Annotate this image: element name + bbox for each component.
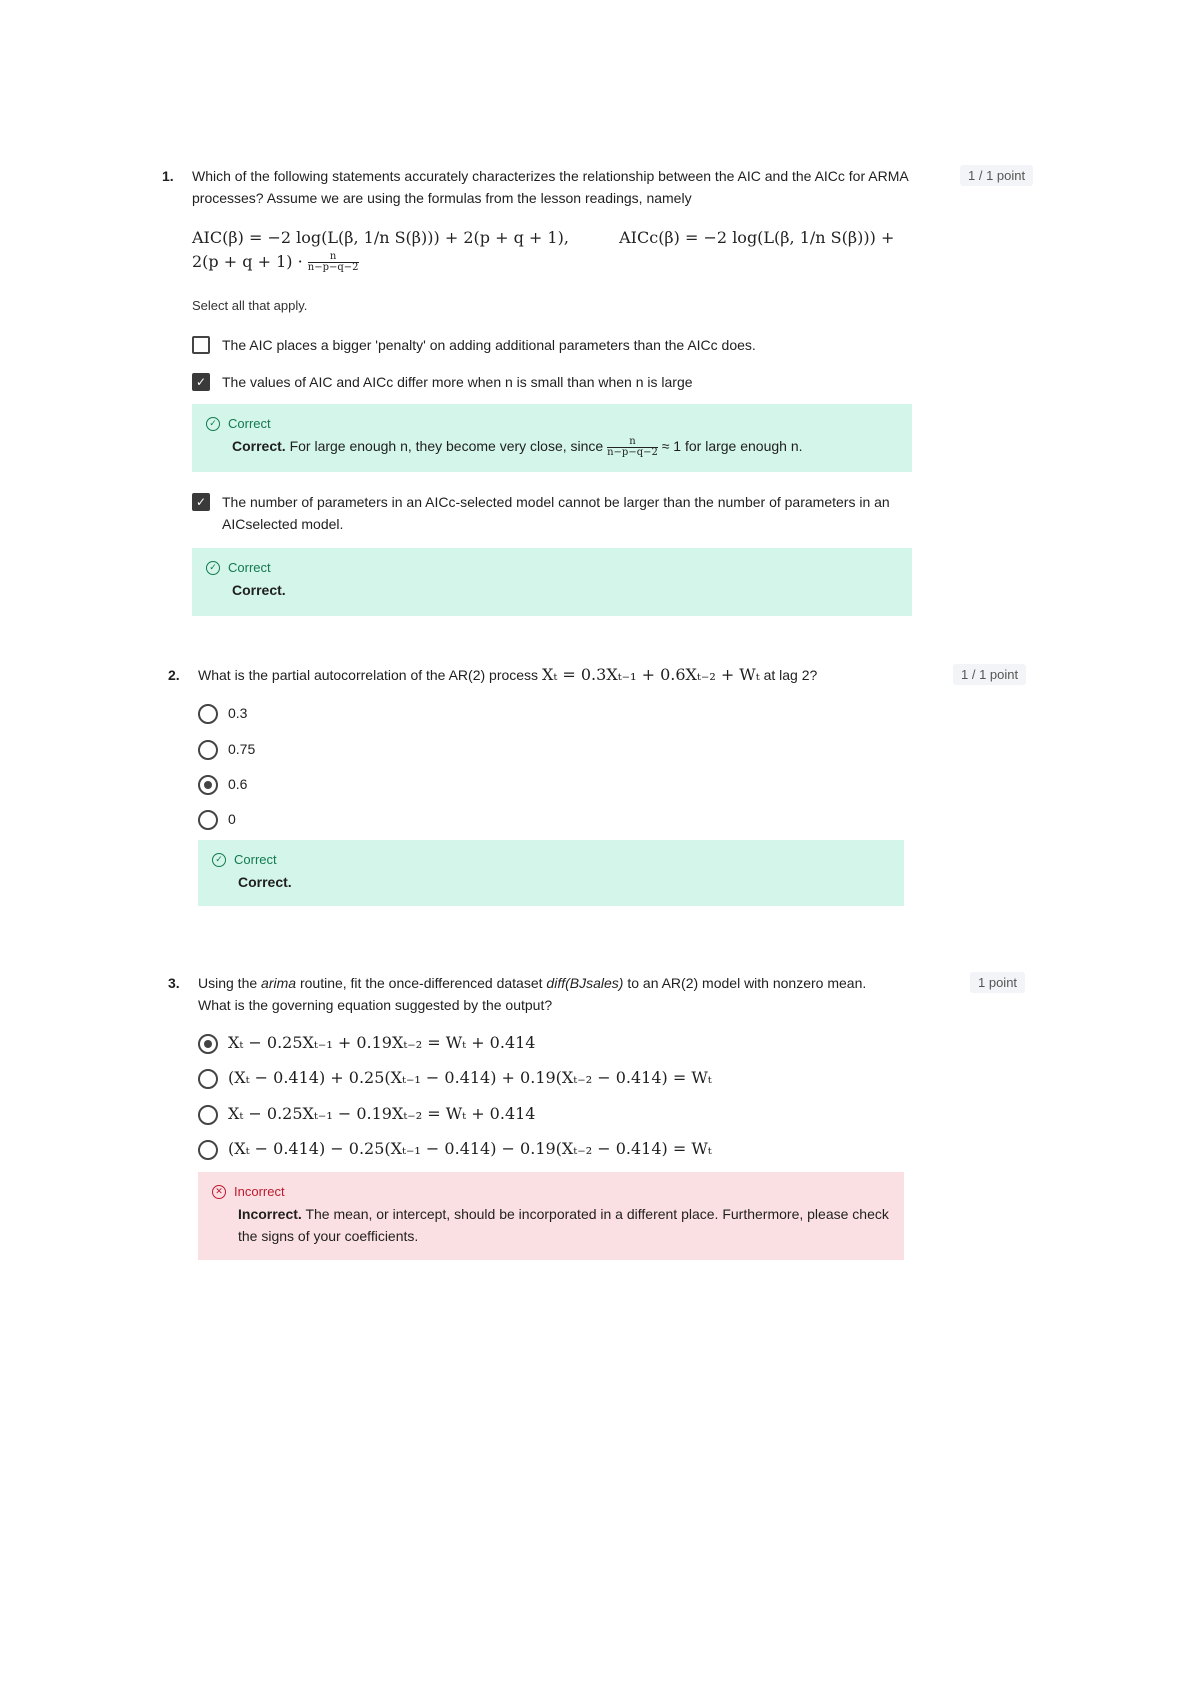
option-3[interactable] xyxy=(192,491,892,535)
question-number: 3. xyxy=(168,975,180,991)
radio-button[interactable] xyxy=(198,1140,218,1160)
formula-line-1 xyxy=(192,228,894,247)
question-text-prefix: Using the xyxy=(198,975,258,991)
radio-button[interactable] xyxy=(198,810,218,830)
option-1[interactable] xyxy=(198,702,247,724)
fraction-numerator: n xyxy=(607,437,658,448)
feedback-body xyxy=(206,579,898,601)
option-1[interactable] xyxy=(192,334,912,356)
fraction-denominator: n−p−q−2 xyxy=(307,262,359,273)
option-3[interactable] xyxy=(198,1103,535,1125)
feedback-body xyxy=(206,435,898,458)
check-circle-icon: ✓ xyxy=(206,417,220,431)
radio-button-selected[interactable] xyxy=(198,775,218,795)
feedback-incorrect xyxy=(198,1172,904,1260)
option-label: Xₜ − 0.25Xₜ₋₁ + 0.19Xₜ₋₂ = Wₜ + 0.414 xyxy=(228,1033,536,1052)
feedback-text-before: For large enough n, they become very close, since xyxy=(285,438,604,454)
radio-button-selected[interactable] xyxy=(198,1034,218,1054)
feedback-bold: Incorrect. xyxy=(238,1206,302,1222)
checkbox-checked[interactable] xyxy=(192,493,210,511)
feedback-header xyxy=(206,416,898,431)
aicc-lhs: AICc(β) = xyxy=(619,228,699,247)
option-4[interactable] xyxy=(198,808,236,830)
question-number: 1. xyxy=(162,168,174,184)
checkbox[interactable] xyxy=(192,336,210,354)
option-label: (Xₜ − 0.414) − 0.25(Xₜ₋₁ − 0.414) − 0.19(Xₜ₋₂ − 0.414) = Wₜ xyxy=(228,1139,712,1158)
points-badge: 1 / 1 point xyxy=(960,165,1033,186)
feedback-status: Correct xyxy=(234,852,277,867)
check-circle-icon: ✓ xyxy=(206,561,220,575)
feedback-status: Correct xyxy=(228,416,271,431)
option-label: The values of AIC and AICc differ more when n is small than when n is large xyxy=(222,374,693,390)
question-text-before: What is the partial autocorrelation of the AR(2) process xyxy=(198,667,539,683)
radio-button[interactable] xyxy=(198,1105,218,1125)
aic-lhs: AIC(β) = xyxy=(192,228,263,247)
option-3[interactable] xyxy=(198,773,247,795)
radio-button[interactable] xyxy=(198,704,218,724)
feedback-text: The mean, or intercept, should be incorporated in a different place. Furthermore, please check the signs of your coefficients. xyxy=(238,1206,889,1244)
checkbox-checked[interactable] xyxy=(192,373,210,391)
feedback-bold: Correct. xyxy=(238,874,292,890)
feedback-correct xyxy=(198,840,904,906)
option-2[interactable] xyxy=(198,1067,712,1089)
question-text-mid: routine, fit the once-differenced dataset xyxy=(299,975,543,991)
formula-line-2 xyxy=(192,252,359,273)
points-badge: 1 / 1 point xyxy=(953,664,1026,685)
question-text: Which of the following statements accurately characterizes the relationship between the AIC and the AICc for ARMA processes? Assume we are using the formulas from the lesson readings, namely xyxy=(192,168,908,206)
feedback-status: Incorrect xyxy=(234,1184,285,1199)
option-1[interactable] xyxy=(198,1032,535,1054)
question-number: 2. xyxy=(168,667,180,683)
feedback-correct xyxy=(192,548,912,616)
option-label: 0 xyxy=(228,811,236,827)
feedback-header xyxy=(206,560,898,575)
aicc-penalty: 2(p + q + 1) · xyxy=(192,252,303,271)
feedback-body xyxy=(212,1203,890,1247)
question-text-after: at lag 2? xyxy=(763,667,818,683)
aicc-fraction xyxy=(308,252,359,273)
option-label: The number of parameters in an AICc-selected model cannot be larger than the number of parameters in an AICselected model. xyxy=(222,494,890,532)
code-dataset: diff(BJsales) xyxy=(546,975,624,991)
option-4[interactable] xyxy=(198,1138,712,1160)
points-badge: 1 point xyxy=(970,972,1025,993)
feedback-body xyxy=(212,871,890,893)
option-label: Xₜ − 0.25Xₜ₋₁ − 0.19Xₜ₋₂ = Wₜ + 0.414 xyxy=(228,1104,536,1123)
instruction-text: Select all that apply. xyxy=(192,298,308,313)
option-label: 0.75 xyxy=(228,741,256,757)
radio-button[interactable] xyxy=(198,740,218,760)
option-2[interactable] xyxy=(192,371,912,393)
option-label: 0.6 xyxy=(228,776,248,792)
feedback-status: Correct xyxy=(228,560,271,575)
fraction-numerator: n xyxy=(308,252,359,263)
aic-rhs: −2 log(L(β, 1/n S(β))) + 2(p + q + 1), xyxy=(267,228,569,247)
question-text xyxy=(198,972,898,1016)
question-equation: Xₜ = 0.3Xₜ₋₁ + 0.6Xₜ₋₂ + Wₜ xyxy=(541,665,760,684)
feedback-bold: Correct. xyxy=(232,582,286,598)
feedback-bold: Correct. xyxy=(232,438,286,454)
x-circle-icon: ✕ xyxy=(212,1185,226,1199)
radio-button[interactable] xyxy=(198,1069,218,1089)
feedback-header xyxy=(212,1184,890,1199)
fraction-denominator: n−p−q−2 xyxy=(607,446,658,458)
option-2[interactable] xyxy=(198,738,255,760)
feedback-correct xyxy=(192,404,912,472)
question-text xyxy=(198,664,898,686)
option-label: 0.3 xyxy=(228,705,248,721)
feedback-fraction xyxy=(607,437,658,458)
feedback-header xyxy=(212,852,890,867)
question-text-suffix: to an AR(2) model with nonzero mean. What is the governing equation suggested by the output? xyxy=(198,975,867,1013)
check-circle-icon: ✓ xyxy=(212,853,226,867)
option-label: The AIC places a bigger 'penalty' on adding additional parameters than the AICc does. xyxy=(222,337,756,353)
option-label: (Xₜ − 0.414) + 0.25(Xₜ₋₁ − 0.414) + 0.19(Xₜ₋₂ − 0.414) = Wₜ xyxy=(228,1068,712,1087)
code-arima: arima xyxy=(261,975,297,991)
feedback-text-after: ≈ 1 for large enough n. xyxy=(661,438,803,454)
aicc-rhs: −2 log(L(β, 1/n S(β))) + xyxy=(703,228,895,247)
